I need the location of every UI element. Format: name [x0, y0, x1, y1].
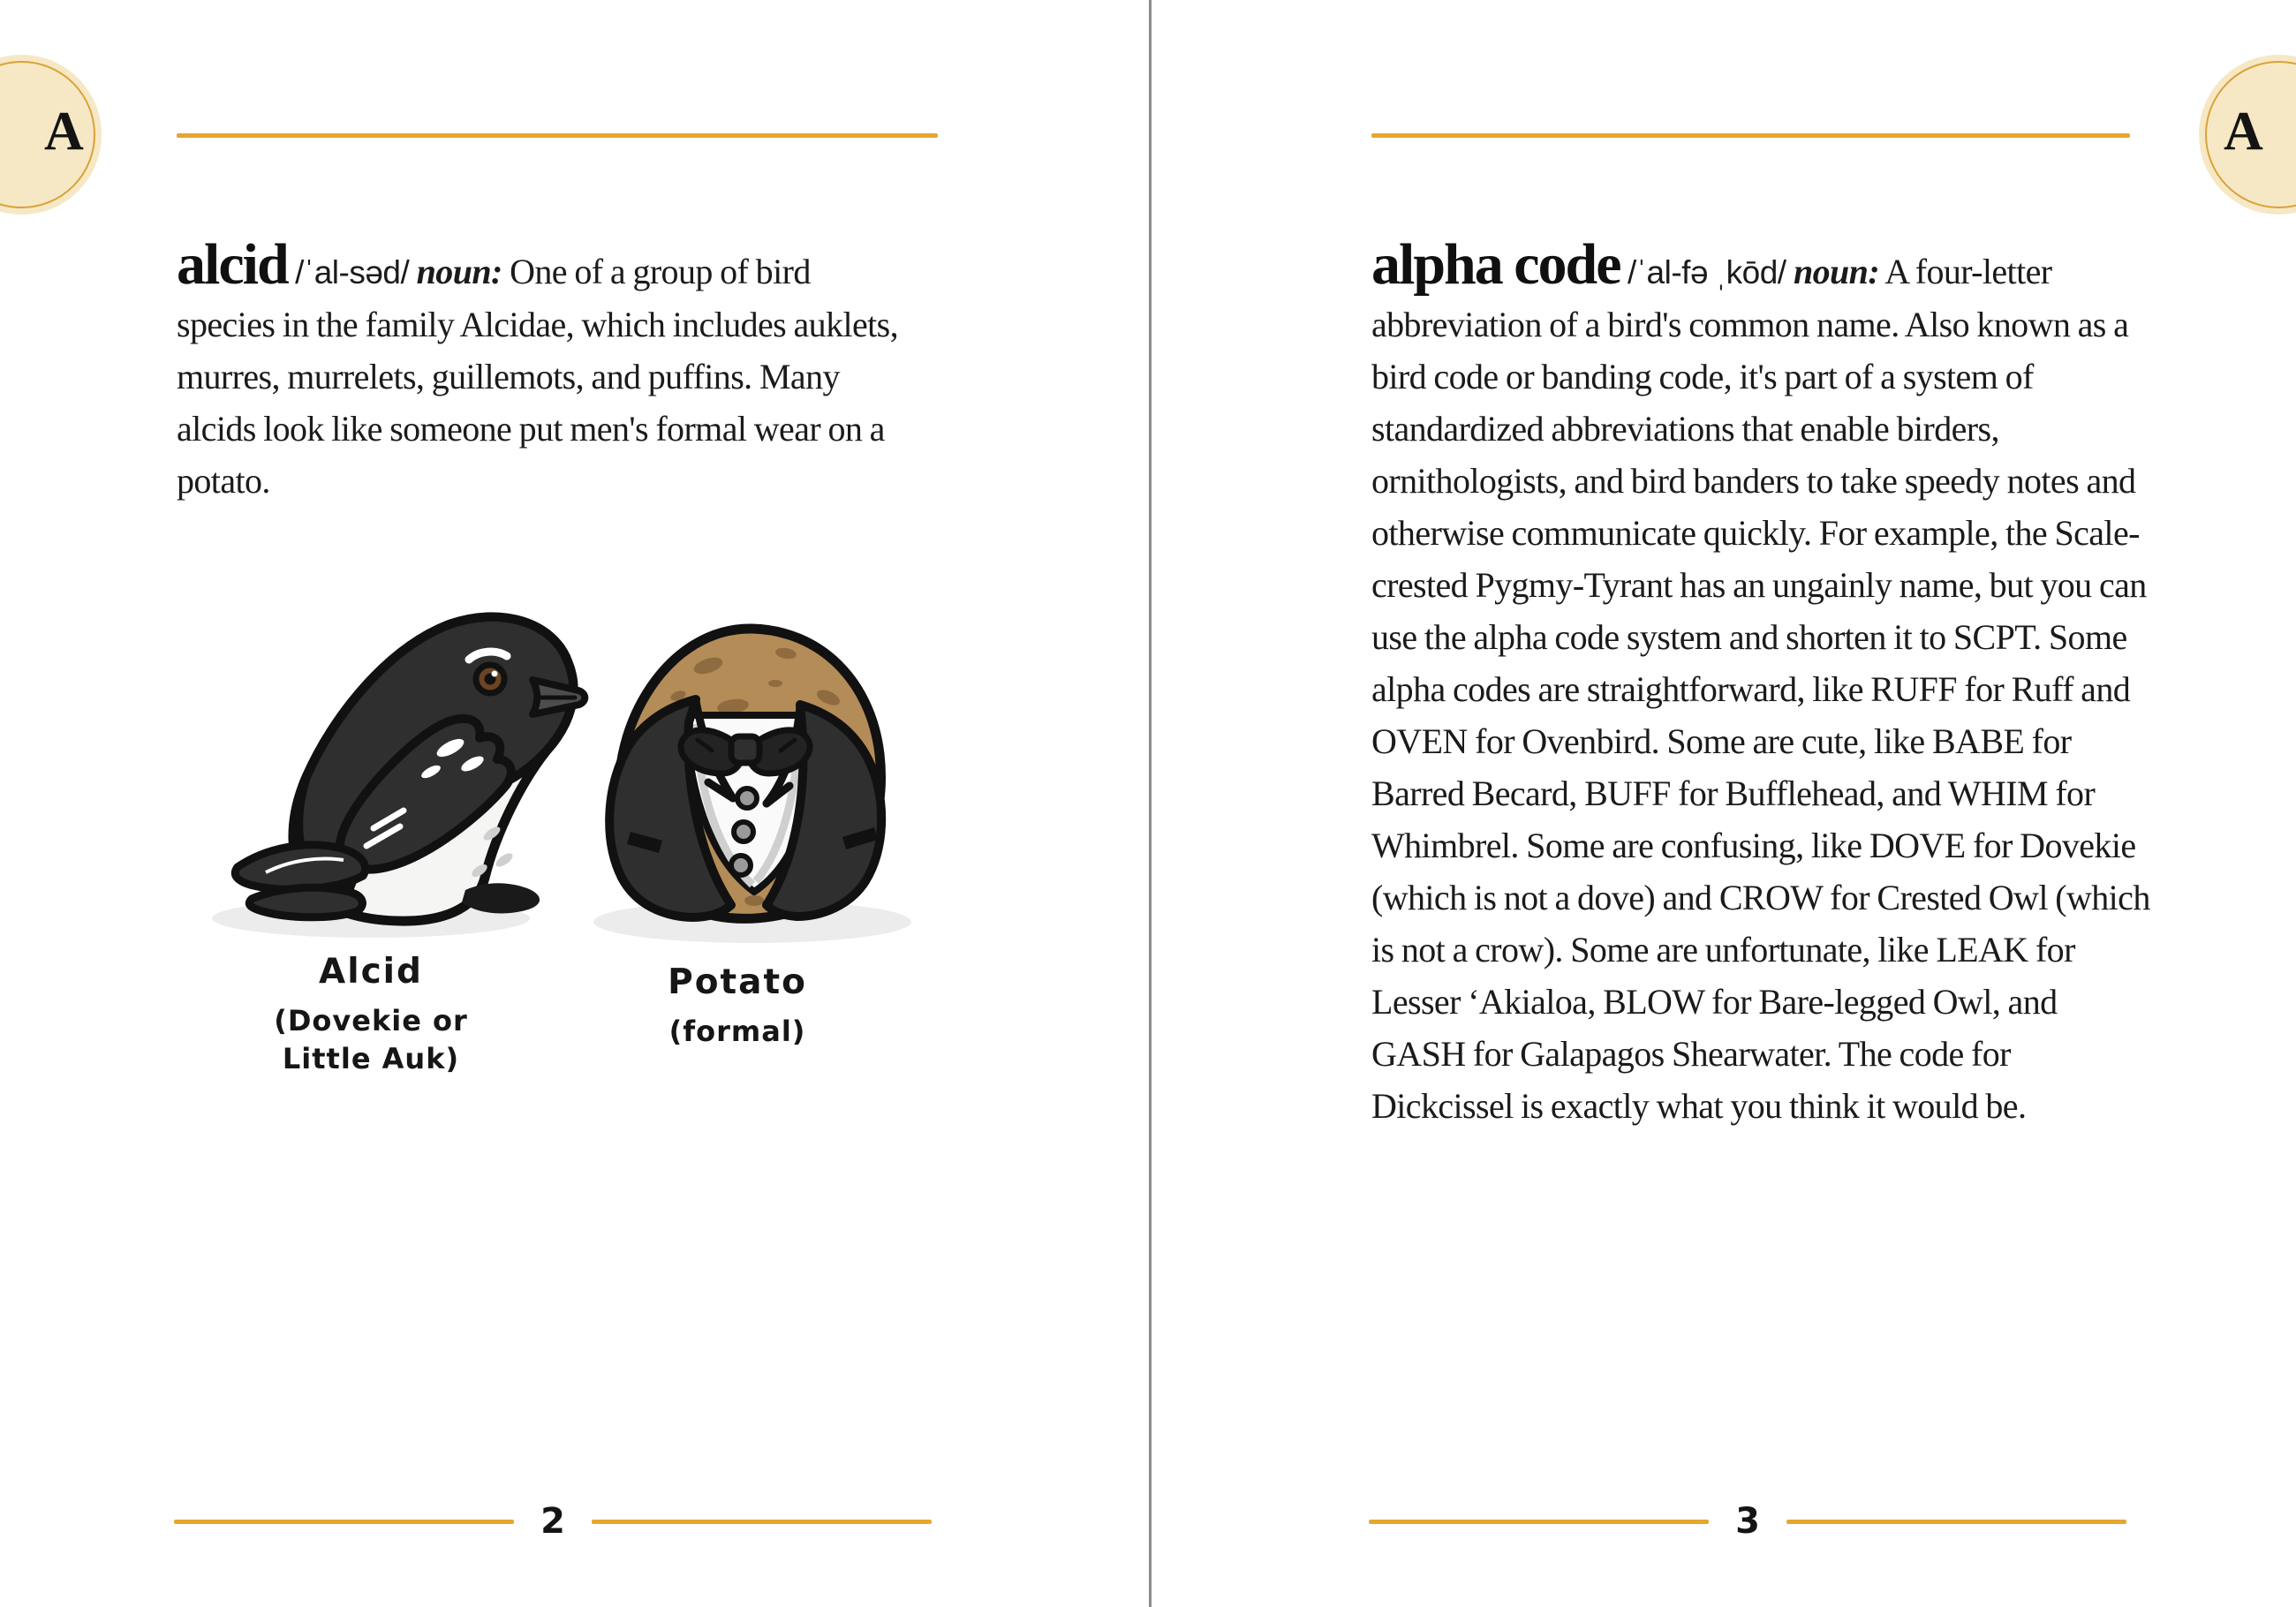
- bird-caption: [238, 952, 503, 1078]
- entry-alcid: [177, 232, 915, 507]
- footer-right-page: [1369, 1501, 2126, 1542]
- entry-part-of-speech: noun:: [416, 252, 502, 291]
- bird-tail: [235, 845, 365, 889]
- entry-part-of-speech: noun:: [1793, 252, 1880, 291]
- potato-button: [734, 822, 753, 841]
- alcid-vs-potato-illustration: [181, 567, 949, 947]
- entry-pronunciation: /ˈal-səd/: [295, 254, 410, 290]
- footer-left-page: [174, 1501, 932, 1542]
- entry-alpha-code: [1371, 232, 2154, 1132]
- alphabet-tab-right: [2199, 55, 2296, 215]
- potato-caption-title: Potato: [668, 962, 807, 1002]
- entry-pronunciation: /ˈal-fə ˌkōd/: [1627, 254, 1786, 290]
- header-rule-right-page: [1371, 133, 2130, 138]
- footer-rule: [1369, 1520, 1709, 1524]
- page-gutter-divider: [1149, 0, 1152, 1607]
- potato-button: [737, 788, 757, 808]
- entry-definition: A four-letter abbreviation of a bird's common name. Also known as a bird code or banding code, it's part of a system of standardized abbreviations that enable birders, ornithologists, and bird banders to take speedy notes and otherwise communicate quickly. For example, the Scale-crested Pygmy-Tyrant has an ungainly name, but you can use the alpha code system and shorten it to SCPT. Some alpha codes are straightforward, like RUFF for Ruff and OVEN for Ovenbird. Some are cute, like BABE for Barred Becard, BUFF for Bufflehead, and WHIM for Whimbrel. Some are confusing, like DOVE for Dovekie (which is not a dove) and CROW for Crested Owl (which is not a crow). Some are unfortunate, like LEAK for Lesser ‘Akialoa, BLOW for Bare-legged Owl, and GASH for Galapagos Shearwater. The code for Dickcissel is exactly what you think it would be.: [1371, 252, 2150, 1126]
- header-rule-left-page: [177, 133, 938, 138]
- bird-caption-title: Alcid: [319, 952, 423, 992]
- entry-headword: alpha code: [1371, 232, 1620, 297]
- potato-caption: [605, 962, 870, 1051]
- page-number: 2: [540, 1501, 565, 1542]
- alphabet-tab-left: [0, 55, 102, 215]
- potato-button: [731, 856, 751, 875]
- footer-rule: [1786, 1520, 2126, 1524]
- bird-caption-subtitle: (Dovekie or Little Auk): [274, 1004, 468, 1075]
- alphabet-tab-letter: A: [44, 101, 84, 162]
- entry-definition: One of a group of bird species in the family Alcidae, which includes auklets, murres, murrelets, guillemots, and puffins. Many alcids look like someone put men's formal wear on a potato.: [177, 252, 899, 501]
- formal-potato: [593, 629, 911, 943]
- footer-rule: [592, 1520, 932, 1524]
- potato-caption-subtitle: (formal): [668, 1015, 806, 1048]
- alphabet-tab-letter: A: [2224, 101, 2263, 162]
- page-number: 3: [1735, 1501, 1760, 1542]
- entry-headword: alcid: [177, 232, 288, 297]
- footer-rule: [174, 1520, 514, 1524]
